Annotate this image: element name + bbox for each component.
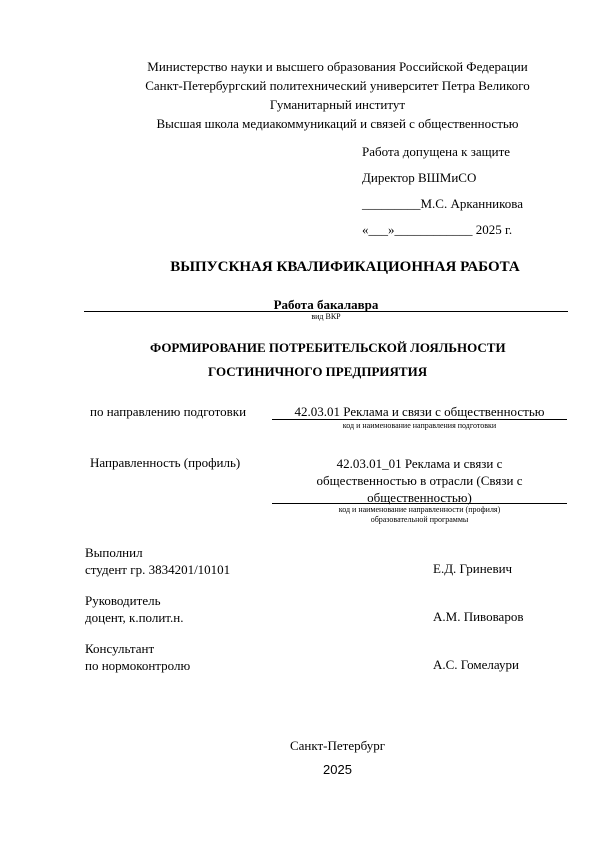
profile-value-line-1: 42.03.01_01 Реклама и связи с xyxy=(336,456,503,471)
direction-label: по направлению подготовки xyxy=(90,404,247,419)
signatory-consultant-name: А.С. Гомелаури xyxy=(433,657,519,672)
profile-caption-line-1: код и наименование направленности (профиля) xyxy=(338,505,501,514)
approval-block xyxy=(362,144,523,248)
topic-line-2: ГОСТИНИЧНОГО ПРЕДПРИЯТИЯ xyxy=(208,364,428,379)
work-kind: Работа бакалавра xyxy=(273,297,379,312)
profile-underline xyxy=(272,503,567,504)
signatory-role-line-2: студент гр. 3834201/10101 xyxy=(85,562,231,577)
signatory-role-line-2: по нормоконтролю xyxy=(85,658,191,673)
footer-year: 2025 xyxy=(323,762,352,777)
direction-value: 42.03.01 Реклама и связи с общественностью xyxy=(294,404,545,419)
profile-label: Направленность (профиль) xyxy=(90,455,241,470)
footer-city: Санкт-Петербург xyxy=(289,738,386,753)
signatory-consultant-role xyxy=(85,640,190,674)
signatory-student-name: Е.Д. Гриневич xyxy=(433,561,513,576)
profile-value xyxy=(272,455,567,506)
signatory-role-line-1: Консультант xyxy=(85,641,155,656)
profile-value-line-3: общественностью) xyxy=(367,490,472,505)
signatory-student-role xyxy=(85,544,230,578)
approval-date-line: «___»____________ 2025 г. xyxy=(362,222,513,237)
signatory-role-line-1: Руководитель xyxy=(85,593,161,608)
signatory-supervisor-name: А.М. Пивоваров xyxy=(433,609,524,624)
signatory-role-line-2: доцент, к.полит.н. xyxy=(85,610,184,625)
signatory-role-line-1: Выполнил xyxy=(85,545,143,560)
direction-underline xyxy=(272,419,567,420)
document-type-title: ВЫПУСКНАЯ КВАЛИФИКАЦИОННАЯ РАБОТА xyxy=(170,259,520,275)
director-signature-line: _________М.С. Арканникова xyxy=(362,196,524,211)
director-text: Директор ВШМиСО xyxy=(362,170,477,185)
signatory-supervisor-role xyxy=(85,592,183,626)
topic-line-1: ФОРМИРОВАНИЕ ПОТРЕБИТЕЛЬСКОЙ ЛОЯЛЬНОСТИ xyxy=(150,340,506,355)
profile-caption xyxy=(272,505,567,525)
institute-line: Гуманитарный институт xyxy=(269,97,406,112)
school-line: Высшая школа медиакоммуникаций и связей с общественностью xyxy=(156,116,519,131)
profile-caption-line-2: образовательной программы xyxy=(370,515,469,524)
institution-header xyxy=(40,57,595,133)
ministry-line: Министерство науки и высшего образования Российской Федерации xyxy=(147,59,528,74)
profile-value-line-2: общественностью в отрасли (Связи с xyxy=(316,473,523,488)
admitted-text: Работа допущена к защите xyxy=(362,144,511,159)
work-kind-caption: вид ВКР xyxy=(311,312,341,321)
direction-caption: код и наименование направления подготовки xyxy=(342,421,497,430)
university-line: Санкт-Петербургский политехнический университет Петра Великого xyxy=(145,78,530,93)
